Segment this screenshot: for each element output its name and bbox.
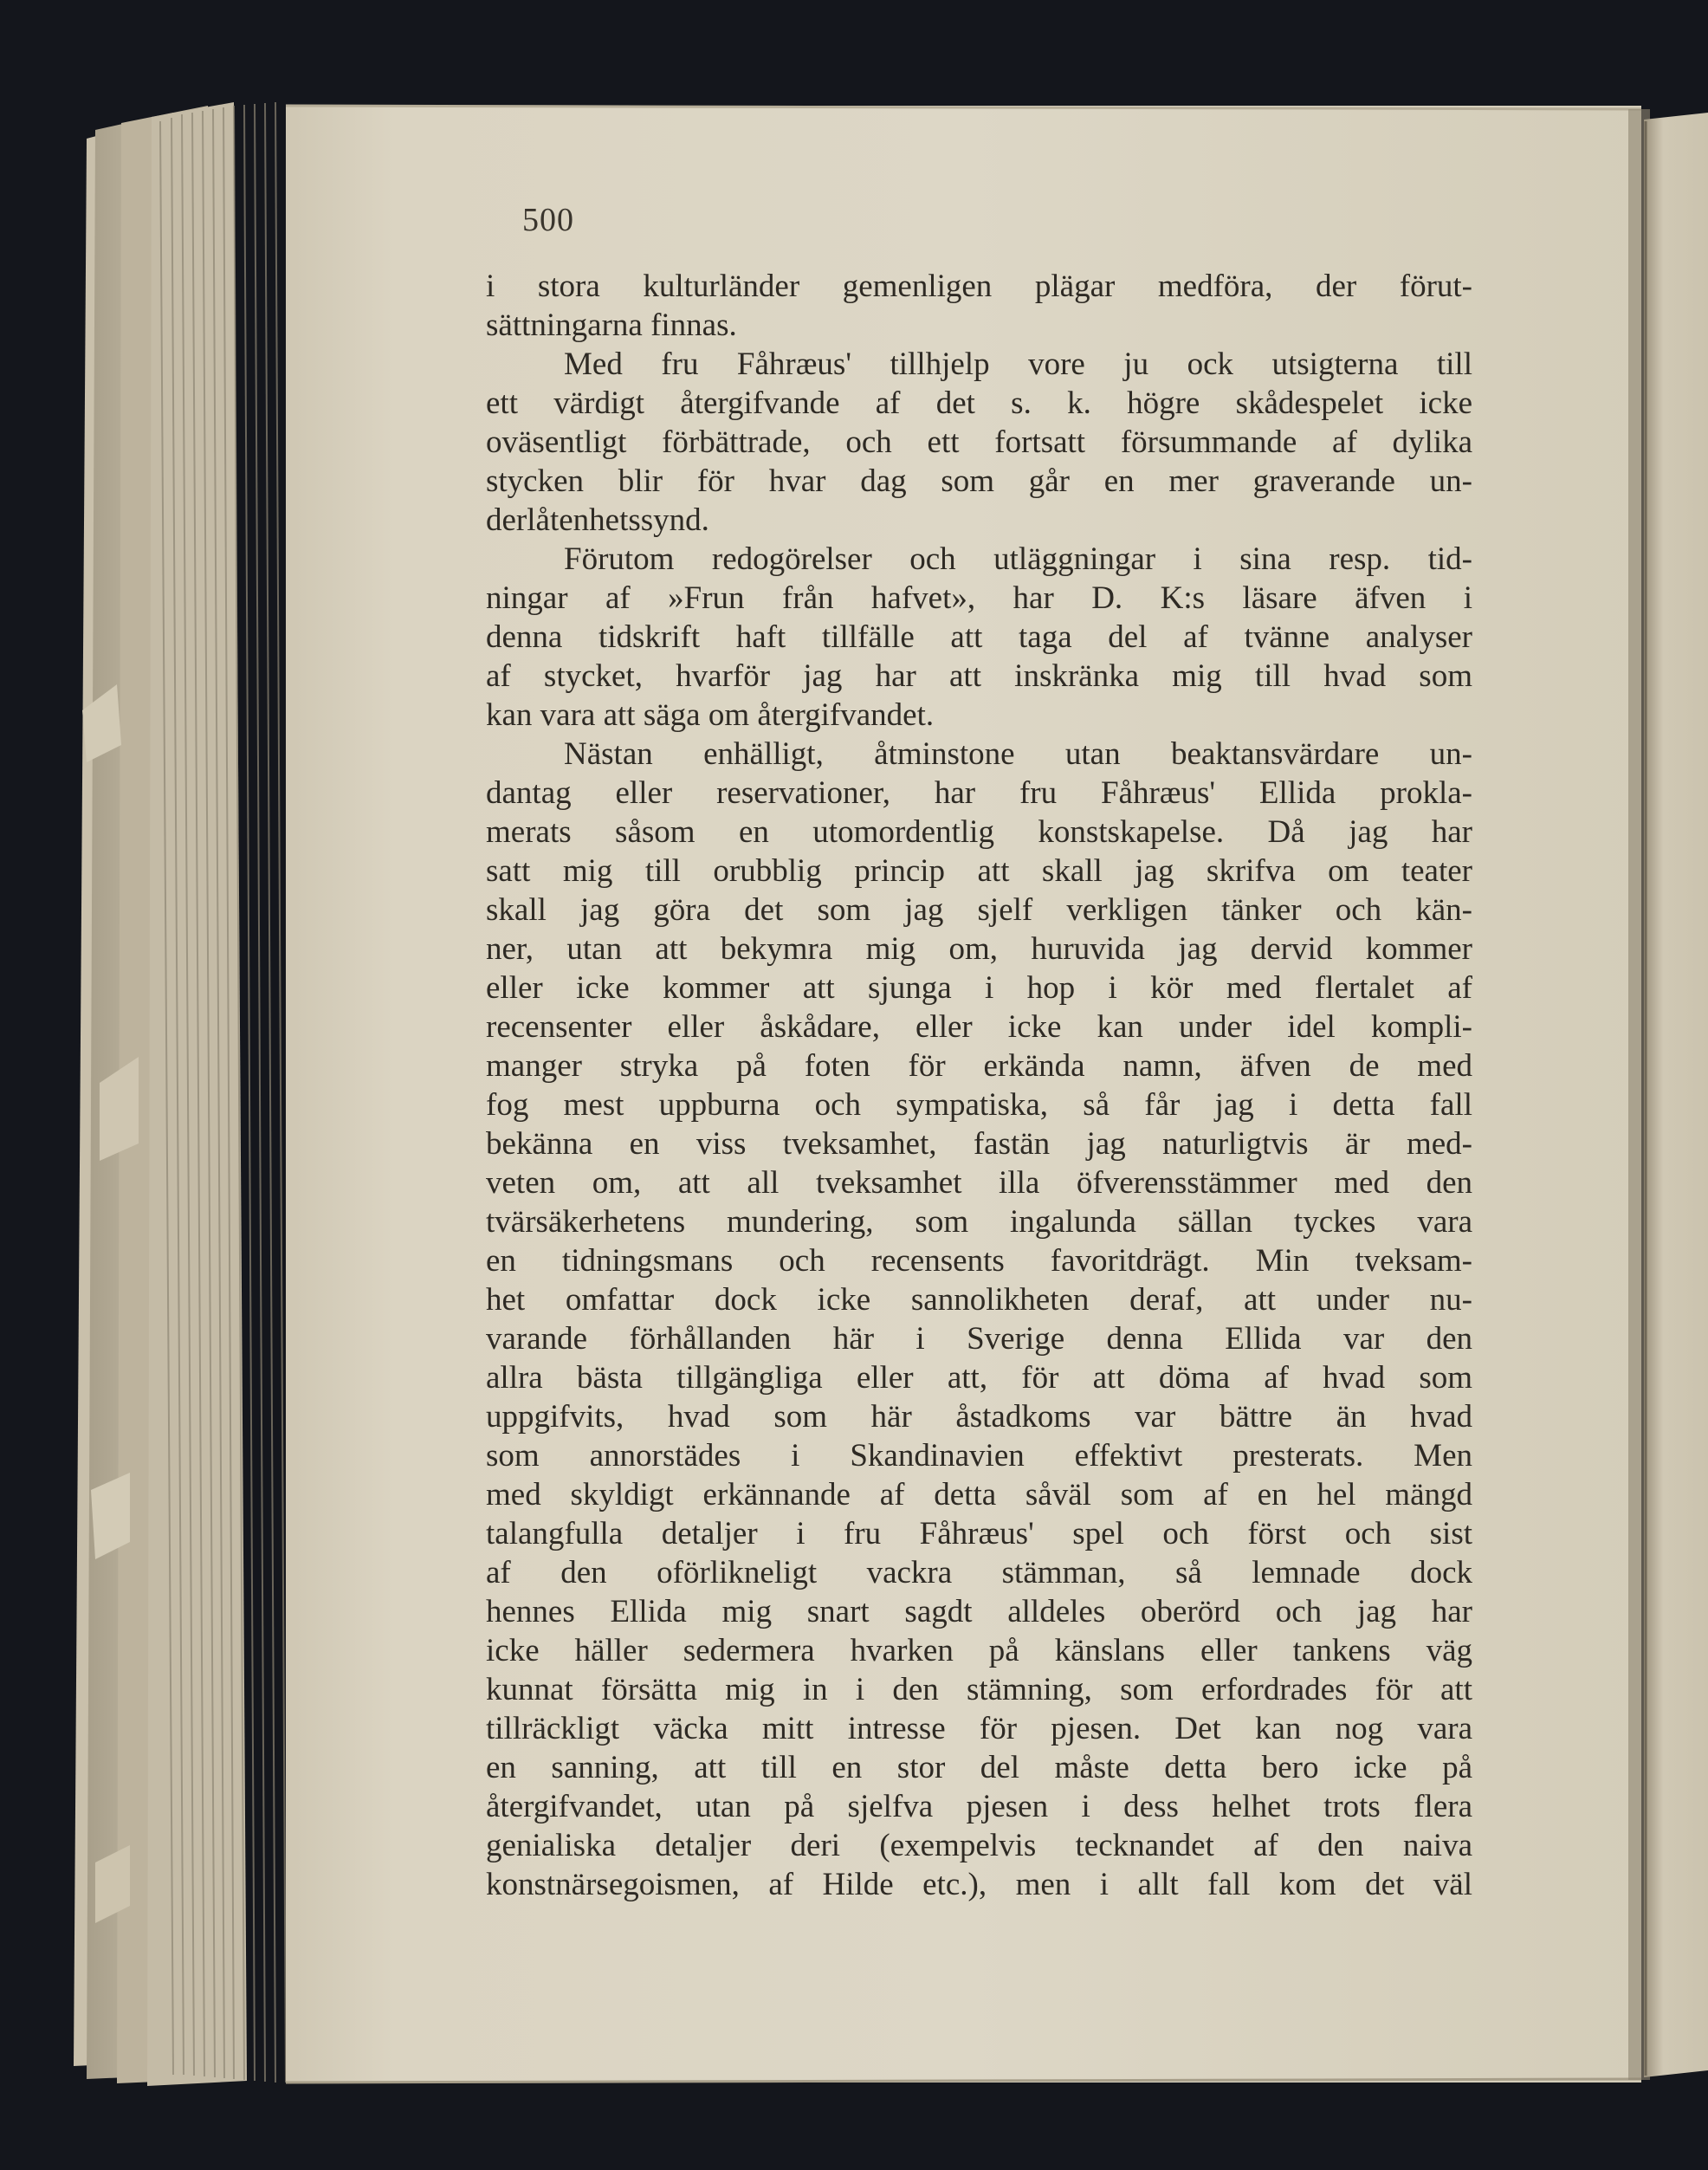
text-line: Med fru Fåhræus' tillhjelp vore ju ock utsigterna till xyxy=(564,347,1472,382)
text-line: med skyldigt erkännande af detta såväl som af en hel mängd xyxy=(486,1477,1472,1513)
text-line: satt mig till orubblig princip att skall jag skrifva om teater xyxy=(486,853,1472,889)
text-line: ett värdigt återgifvande af det s. k. högre skådespelet icke xyxy=(486,385,1472,421)
text-line: denna tidskrift haft tillfälle att taga del af tvänne analyser xyxy=(486,619,1472,655)
text-line: kunnat försätta mig in i den stämning, som erfordrades för att xyxy=(486,1672,1472,1707)
text-line: stycken blir för hvar dag som går en mer graverande un- xyxy=(486,463,1472,499)
text-line: tillräckligt väcka mitt intresse för pjesen. Det kan nog vara xyxy=(486,1711,1472,1746)
text-line: fog mest uppburna och sympatiska, så får jag i detta fall xyxy=(486,1087,1472,1123)
text-line: derlåtenhetssynd. xyxy=(486,502,709,538)
text-line: en sanning, att till en stor del måste detta bero icke på xyxy=(486,1750,1472,1785)
text-line: tvärsäkerhetens mundering, som ingalunda sällan tyckes vara xyxy=(486,1204,1472,1240)
text-line: återgifvandet, utan på sjelfva pjesen i dess helhet trots flera xyxy=(486,1789,1472,1824)
text-line: konstnärsegoismen, af Hilde etc.), men i allt fall kom det väl xyxy=(486,1867,1472,1902)
text-line: veten om, att all tveksamhet illa öfverensstämmer med den xyxy=(486,1165,1472,1201)
text-line: af den oförlikneligt vackra stämman, så lemnade dock xyxy=(486,1555,1472,1590)
text-line: en tidningsmans och recensents favoritdrägt. Min tveksam- xyxy=(486,1243,1472,1279)
facing-page-edge xyxy=(1644,113,1708,2077)
text-line: sättningarna finnas. xyxy=(486,308,737,343)
text-line: Förutom redogörelser och utläggningar i sina resp. tid- xyxy=(564,541,1472,577)
text-line: eller icke kommer att sjunga i hop i kör med flertalet af xyxy=(486,970,1472,1006)
text-line: som annorstädes i Skandinavien effektivt presterats. Men xyxy=(486,1438,1472,1474)
text-line: bekänna en viss tveksamhet, fastän jag naturligtvis är med- xyxy=(486,1126,1472,1162)
text-line: manger stryka på foten för erkända namn, äfven de med xyxy=(486,1048,1472,1084)
text-line: skall jag göra det som jag sjelf verkligen tänker och kän- xyxy=(486,892,1472,928)
text-line: het omfattar dock icke sannolikheten deraf, att under nu- xyxy=(486,1282,1472,1318)
text-line: dantag eller reservationer, har fru Fåhræus' Ellida prokla- xyxy=(486,775,1472,811)
text-line: merats såsom en utomordentlig konstskapelse. Då jag har xyxy=(486,814,1472,850)
page-number: 500 xyxy=(522,202,574,238)
page-block-edges xyxy=(74,102,286,2086)
text-line: Nästan enhälligt, åtminstone utan beaktansvärdare un- xyxy=(564,736,1472,772)
text-line: ningar af »Frun från hafvet», har D. K:s läsare äfven i xyxy=(486,580,1472,616)
text-line: recensenter eller åskådare, eller icke kan under idel kompli- xyxy=(486,1009,1472,1045)
text-line: varande förhållanden här i Sverige denna Ellida var den xyxy=(486,1321,1472,1357)
text-line: af stycket, hvarför jag har att inskränka mig till hvad som xyxy=(486,658,1472,694)
text-line: allra bästa tillgängliga eller att, för att döma af hvad som xyxy=(486,1360,1472,1396)
text-line: genialiska detaljer deri (exempelvis tecknandet af den naiva xyxy=(486,1828,1472,1863)
text-line: i stora kulturländer gemenligen plägar medföra, der förut- xyxy=(486,269,1472,304)
page-body-text xyxy=(486,267,1472,1904)
text-line: uppgifvits, hvad som här åstadkoms var bättre än hvad xyxy=(486,1399,1472,1435)
text-line: kan vara att säga om återgifvandet. xyxy=(486,697,935,733)
text-line: hennes Ellida mig snart sagdt alldeles oberörd och jag har xyxy=(486,1594,1472,1629)
text-line: icke häller sedermera hvarken på känslans eller tankens väg xyxy=(486,1633,1472,1668)
text-line: talangfulla detaljer i fru Fåhræus' spel och först och sist xyxy=(486,1516,1472,1551)
text-line: ner, utan att bekymra mig om, huruvida jag dervid kommer xyxy=(486,931,1472,967)
text-line: oväsentligt förbättrade, och ett fortsatt försummande af dylika xyxy=(486,424,1472,460)
